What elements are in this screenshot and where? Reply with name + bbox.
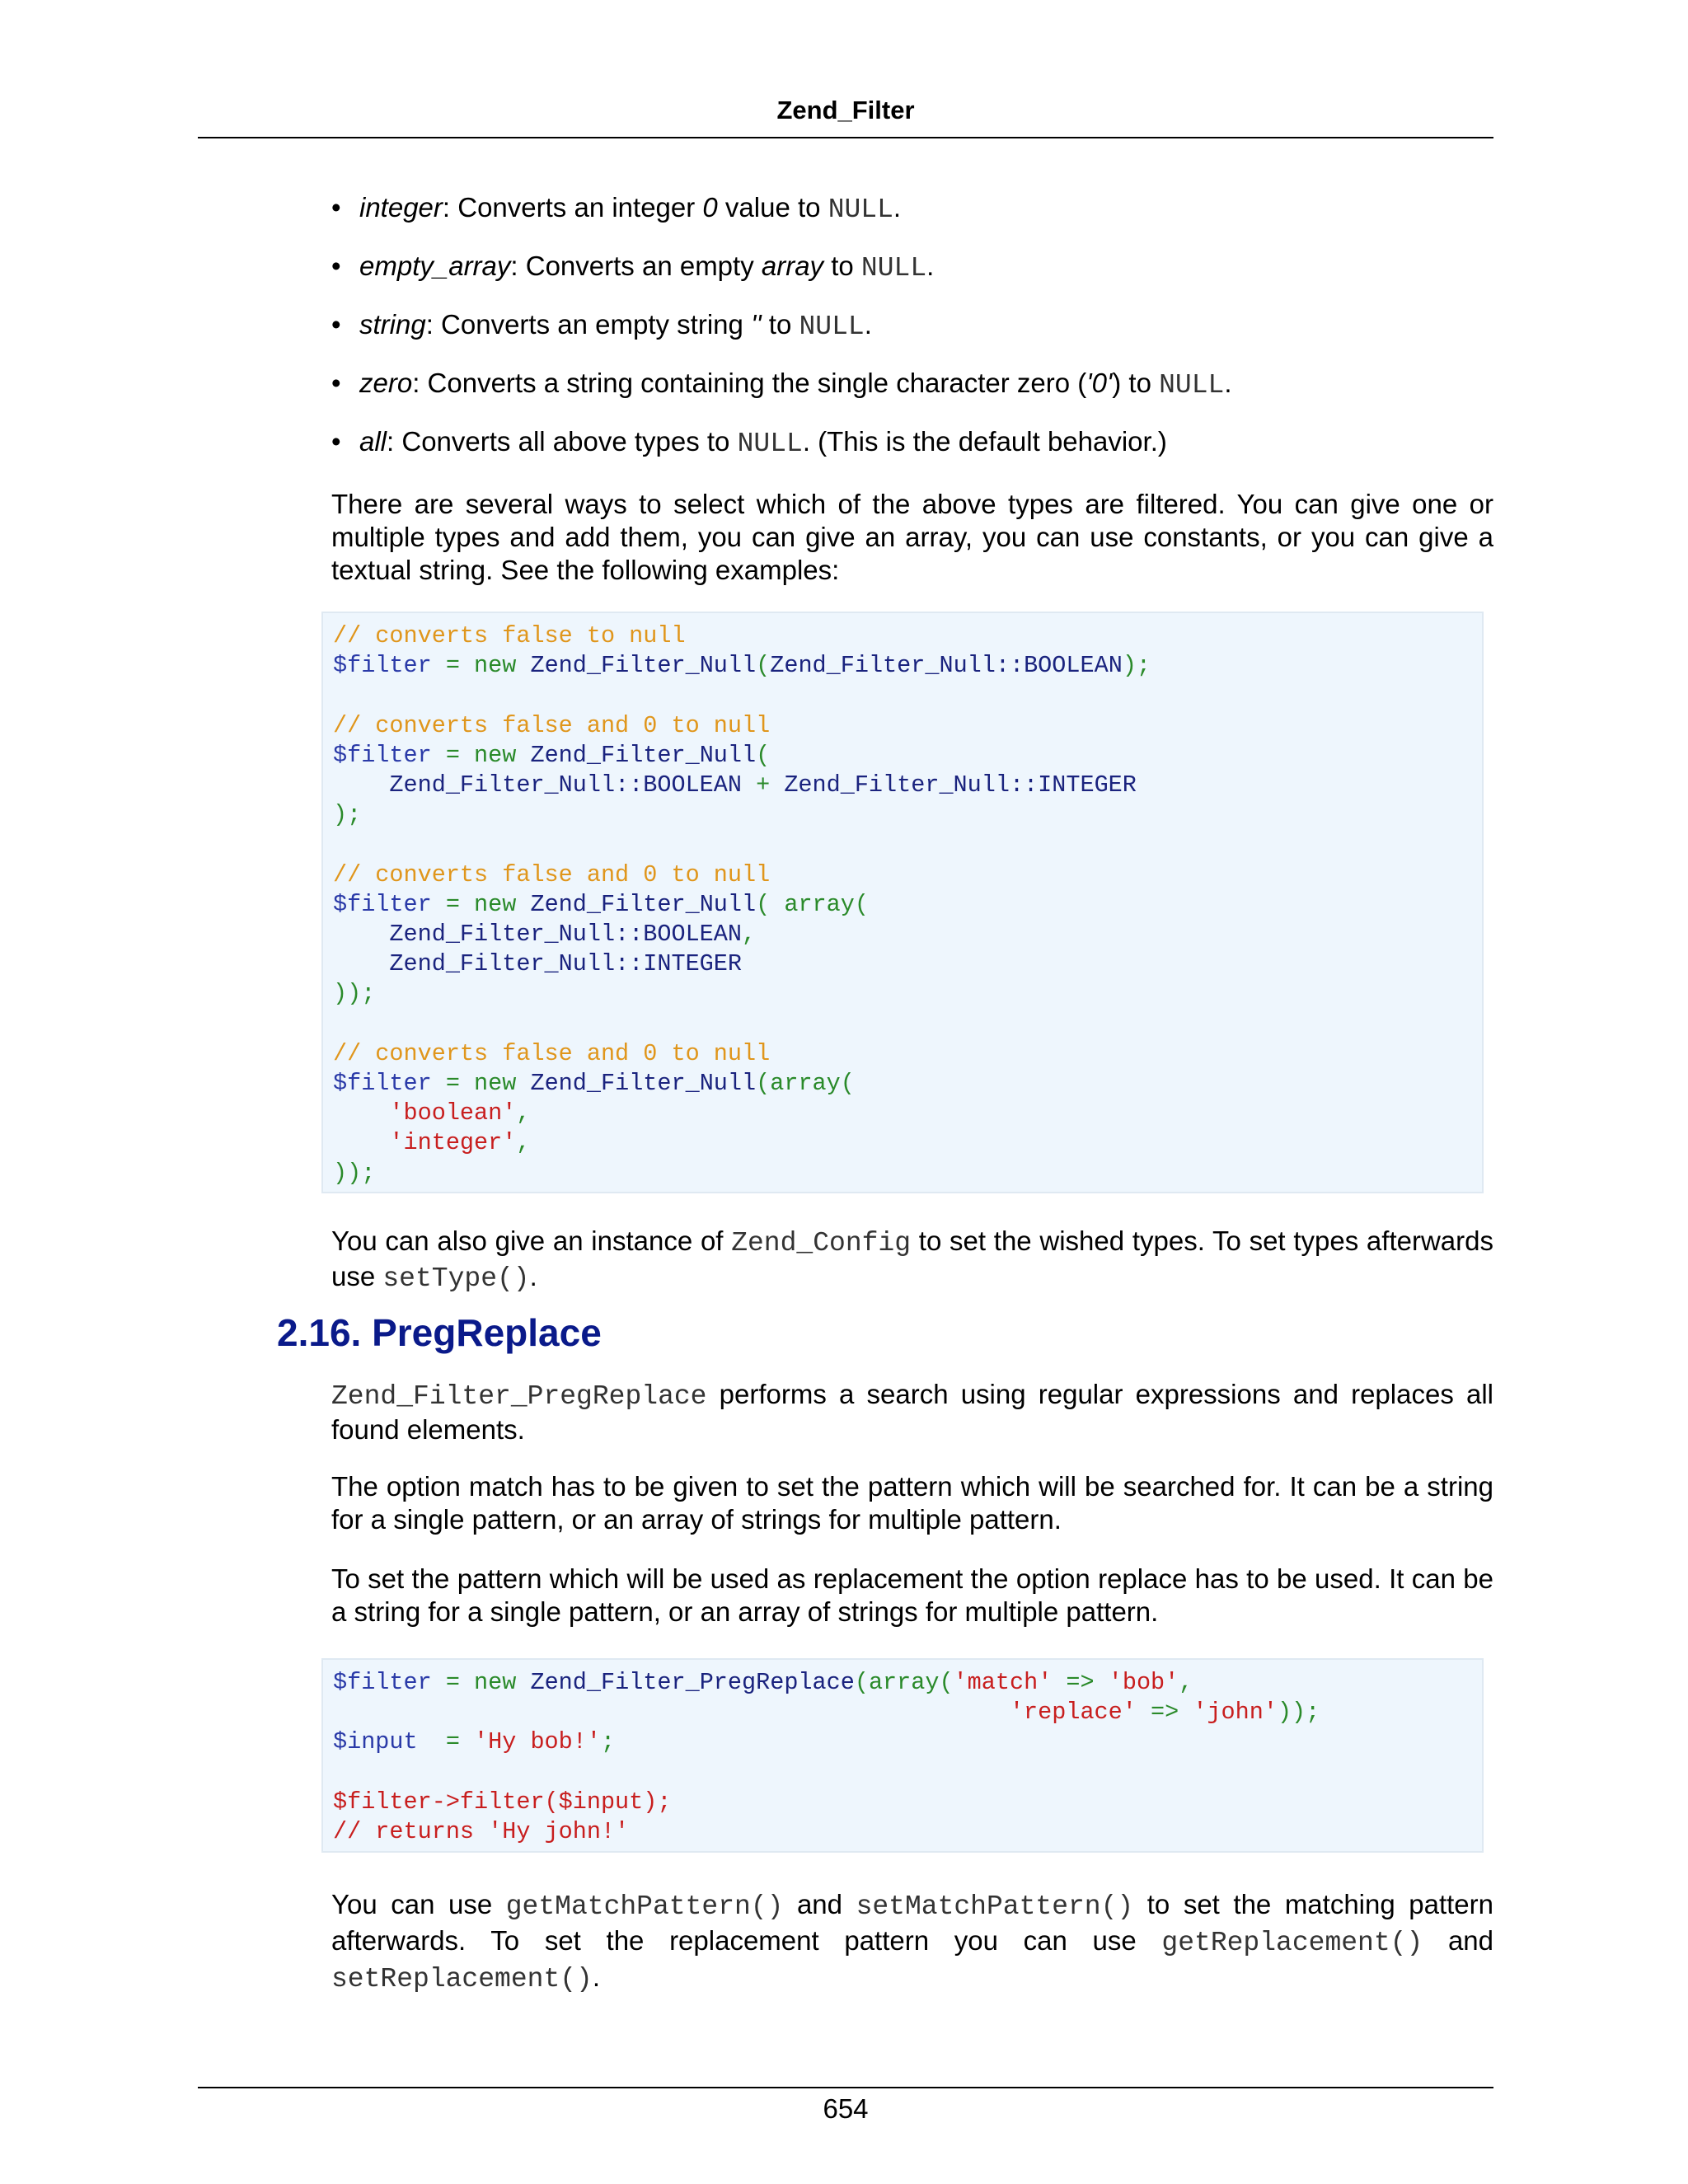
text-run: to set the wished types. To set types afterwards use <box>331 1226 1493 1291</box>
code-literal: Zend_Config <box>731 1228 912 1258</box>
code-token: $filter <box>333 1669 432 1696</box>
code-token: $input <box>333 1728 418 1756</box>
paragraph-filter-ways: There are several ways to select which of the above types are filtered. You can give one or multiple types and add them, you can give an array, you can use constants, or you can give a textual string. See the following examples: <box>331 489 1493 585</box>
code-token: $filter <box>333 741 432 769</box>
code-literal: getMatchPattern() <box>505 1891 784 1922</box>
code-token: new <box>474 890 517 918</box>
paragraph-pattern-methods <box>331 1887 1493 1996</box>
code-comment: // converts false to null <box>333 622 686 649</box>
bullet-icon: • <box>331 426 341 457</box>
code-literal: NULL <box>828 194 893 225</box>
code-literal: NULL <box>860 253 927 284</box>
code-literal: NULL <box>799 312 865 342</box>
item-text: to <box>823 251 861 281</box>
code-token: array <box>784 890 855 918</box>
header-rule <box>198 137 1493 138</box>
list-item <box>331 367 1493 425</box>
code-comment: // returns 'Hy john!' <box>333 1818 630 1846</box>
code-token: Zend_Filter_Null::BOOLEAN <box>389 771 742 799</box>
footer-rule <box>198 2087 1493 2088</box>
code-string: 'match' <box>953 1669 1053 1696</box>
code-token: Zend_Filter_Null::BOOLEAN <box>770 652 1123 680</box>
code-literal: setMatchPattern() <box>856 1891 1134 1922</box>
emphasis: '0' <box>1086 368 1113 398</box>
list-item <box>331 250 1493 308</box>
code-literal: setReplacement() <box>331 1964 593 1994</box>
bullet-icon: • <box>331 368 341 398</box>
item-text: . <box>893 192 902 223</box>
emphasis: '' <box>751 309 762 340</box>
paragraph-zend-config <box>331 1225 1493 1296</box>
page-number: 654 <box>823 2093 869 2124</box>
code-token: $filter->filter($input); <box>333 1788 672 1816</box>
code-token: Zend_Filter_Null::INTEGER <box>389 950 742 978</box>
text-run: . <box>529 1261 537 1291</box>
code-token: $filter <box>333 652 432 680</box>
running-header: Zend_Filter <box>776 96 915 124</box>
term: string <box>359 309 426 340</box>
text-run: You can also give an instance of <box>331 1226 732 1256</box>
code-literal: NULL <box>737 429 803 459</box>
code-example-null: // converts false to null $filter = new Zend_Filter_Null(Zend_Filter_Null::BOOLEAN); // converts false and 0 to null $filter = new Zend_Filter_Null( Zend_Filter_Null::BOOLEAN + Zend_Filter_Null::INTEGER ); // converts false and 0 to null $filter = new Zend_Filter_Null( array( Zend_Filter_Null::BOOLEAN, Zend_Filter_Null::INTEGER )); // converts false and 0 to null $filter = new Zend_Filter_Null(array( 'boolean', 'integer', )); <box>321 612 1484 1193</box>
code-string: 'replace' <box>1009 1699 1137 1727</box>
text-run: and <box>1423 1925 1493 1956</box>
text-run: performs a search using regular expressions and replaces all found elements. <box>331 1379 1493 1445</box>
code-token: Zend_Filter_Null <box>530 652 757 680</box>
item-text: ) to <box>1112 368 1160 398</box>
list-item <box>331 308 1493 367</box>
item-text: . (This is the default behavior.) <box>802 426 1167 457</box>
item-text: : Converts an integer <box>442 192 703 223</box>
code-comment: // converts false and 0 to null <box>333 860 771 888</box>
code-token: Zend_Filter_Null::INTEGER <box>784 771 1137 799</box>
item-text: : Converts an empty string <box>425 309 752 340</box>
term: integer <box>359 192 443 223</box>
code-token: new <box>474 1070 517 1098</box>
code-string: 'Hy bob!' <box>474 1728 601 1756</box>
item-text: value to <box>717 192 828 223</box>
code-token: Zend_Filter_Null <box>530 1070 757 1098</box>
code-token: new <box>474 652 517 680</box>
code-string: 'integer' <box>389 1129 517 1157</box>
section-title: 2.16. PregReplace <box>277 1311 602 1354</box>
item-text: : Converts all above types to <box>387 426 738 457</box>
code-token: Zend_Filter_PregReplace <box>530 1669 855 1696</box>
code-token: Zend_Filter_Null <box>530 890 757 918</box>
list-item <box>331 425 1493 484</box>
term: zero <box>359 368 413 398</box>
code-example-pregreplace: $filter = new Zend_Filter_PregReplace(array('match' => 'bob', 'replace' => 'john')); $input = 'Hy bob!'; $filter->filter($input); // returns 'Hy john!' <box>321 1658 1484 1853</box>
term: empty_array <box>359 251 511 281</box>
code-token: new <box>474 1669 517 1696</box>
code-token: Zend_Filter_Null <box>530 741 757 769</box>
code-string: 'john' <box>1193 1699 1278 1727</box>
code-literal: setType() <box>382 1263 530 1294</box>
code-string: 'bob' <box>1108 1669 1179 1696</box>
code-comment: // converts false and 0 to null <box>333 1039 771 1067</box>
code-token: = <box>431 741 475 769</box>
emphasis: 0 <box>702 192 718 223</box>
emphasis: array <box>761 251 824 281</box>
paragraph-option-replace: To set the pattern which will be used as replacement the option replace has to be used. It can be a string for a single pattern, or an array of strings for multiple pattern. <box>331 1563 1493 1627</box>
text-run: You can use <box>331 1889 506 1919</box>
code-literal: getReplacement() <box>1161 1928 1423 1958</box>
code-token: array <box>868 1669 940 1696</box>
text-run: and <box>783 1889 856 1919</box>
code-string: 'boolean' <box>389 1099 517 1127</box>
bullet-icon: • <box>331 192 341 223</box>
item-text: . <box>1224 368 1232 398</box>
code-literal: NULL <box>1159 370 1225 401</box>
paragraph-pregreplace-intro <box>331 1378 1493 1446</box>
code-token: = <box>431 890 475 918</box>
item-text: . <box>926 251 935 281</box>
term: all <box>359 426 387 457</box>
text-run: . <box>592 1961 601 1992</box>
null-types-list <box>331 191 1493 484</box>
code-literal: Zend_Filter_PregReplace <box>331 1381 707 1412</box>
list-item <box>331 191 1493 250</box>
text-run: to set the matching pattern afterwards. To set the replacement pattern you can use <box>331 1889 1494 1956</box>
code-token: $filter <box>333 890 432 918</box>
item-text: to <box>761 309 799 340</box>
item-text: : Converts a string containing the single character zero ( <box>412 368 1087 398</box>
item-text: . <box>864 309 872 340</box>
bullet-icon: • <box>331 251 341 281</box>
code-token: $filter <box>333 1070 432 1098</box>
code-comment: // converts false and 0 to null <box>333 711 771 739</box>
code-token: new <box>474 741 517 769</box>
code-token: = <box>431 1070 475 1098</box>
paragraph-option-match: The option match has to be given to set the pattern which will be searched for. It can be a string for a single pattern, or an array of strings for multiple pattern. <box>331 1471 1493 1535</box>
code-token: => <box>1066 1669 1095 1696</box>
code-token: = <box>431 652 475 680</box>
code-token: => <box>1150 1699 1179 1727</box>
item-text: : Converts an empty <box>510 251 762 281</box>
code-token: array <box>770 1070 841 1098</box>
code-token: Zend_Filter_Null::BOOLEAN <box>389 921 742 949</box>
bullet-icon: • <box>331 309 341 340</box>
